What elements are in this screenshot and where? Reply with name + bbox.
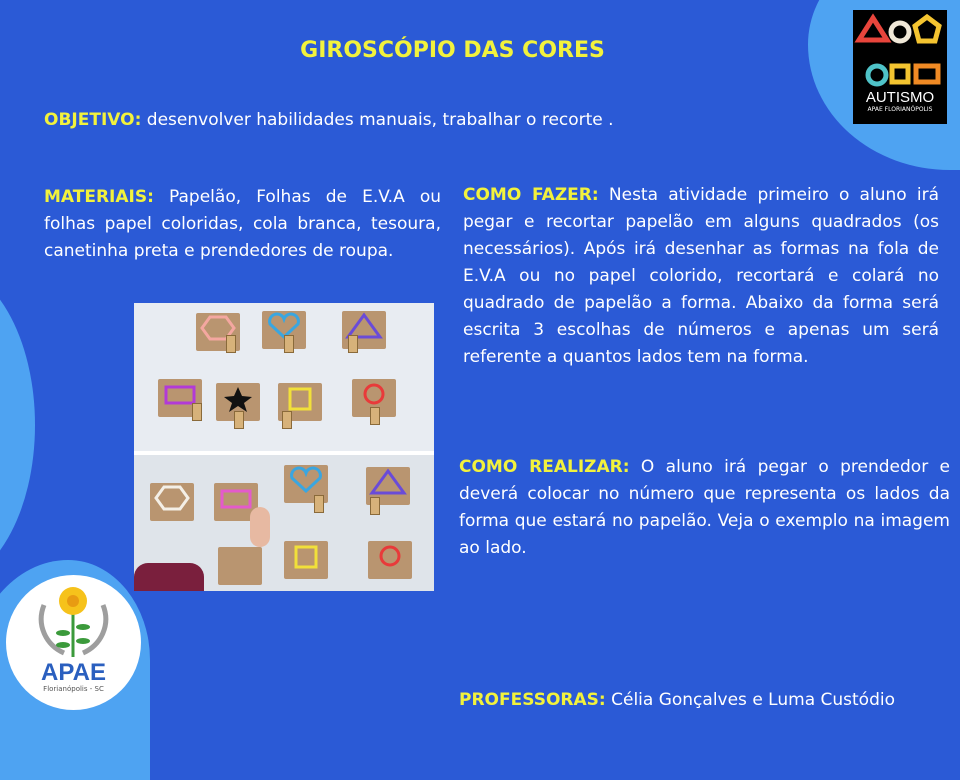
heart-card-2 bbox=[284, 465, 328, 503]
apae-logo bbox=[6, 575, 141, 710]
triangle-card-2 bbox=[366, 467, 410, 505]
circle-card bbox=[352, 379, 396, 417]
child-sleeve bbox=[134, 563, 204, 591]
como-fazer-paragraph bbox=[463, 182, 939, 371]
autismo-logo-subtitle: APAE FLORIANÓPOLIS bbox=[867, 106, 933, 113]
child-hand bbox=[250, 507, 270, 547]
activity-photo bbox=[134, 303, 434, 591]
page-title: GIROSCÓPIO DAS CORES bbox=[300, 38, 605, 63]
professoras-paragraph bbox=[459, 687, 949, 714]
apae-logo-name: APAE bbox=[41, 659, 106, 686]
decorative-blob-left bbox=[0, 265, 35, 585]
autismo-logo bbox=[853, 10, 947, 124]
small-card bbox=[218, 547, 262, 585]
materiais-paragraph bbox=[44, 184, 441, 265]
photo-top bbox=[134, 303, 434, 451]
como-realizar-label: COMO REALIZAR: bbox=[459, 457, 630, 477]
heart-card bbox=[262, 311, 306, 349]
materiais-label: MATERIAIS: bbox=[44, 187, 154, 207]
objetivo-label: OBJETIVO: bbox=[44, 110, 142, 130]
hexagon-card-2 bbox=[150, 483, 194, 521]
triangle-card bbox=[342, 311, 386, 349]
photo-bottom bbox=[134, 455, 434, 591]
professoras-text: Célia Gonçalves e Luma Custódio bbox=[611, 690, 895, 710]
autismo-logo-title: AUTISMO bbox=[865, 89, 935, 106]
hexagon-card bbox=[196, 313, 240, 351]
apae-flower-icon bbox=[6, 575, 141, 665]
materiais-text: Papelão, Folhas de E.V.A ou folhas papel coloridas, cola branca, tesoura, canetinha preta e prendedores de roupa. bbox=[44, 187, 441, 261]
square-card bbox=[278, 383, 322, 421]
professoras-label: PROFESSORAS: bbox=[459, 690, 606, 710]
como-fazer-text: Nesta atividade primeiro o aluno irá pegar e recortar papelão em alguns quadrados (os necessários). Após irá desenhar as formas na fola de E.V.A ou no papel colorido, recortará e colará no quadrado de papelão a forma. Abaixo da forma será escrita 3 escolhas de números e apenas um será referente a quantos lados tem na forma. bbox=[463, 185, 939, 367]
circle-card-2 bbox=[368, 541, 412, 579]
apae-logo-city: Florianópolis - SC bbox=[43, 685, 104, 693]
como-fazer-label: COMO FAZER: bbox=[463, 185, 599, 205]
como-realizar-paragraph bbox=[459, 454, 950, 562]
objetivo-paragraph bbox=[44, 107, 744, 134]
square-card-2 bbox=[284, 541, 328, 579]
objetivo-text: desenvolver habilidades manuais, trabalhar o recorte . bbox=[146, 110, 614, 130]
rectangle-card bbox=[158, 379, 202, 417]
star-card bbox=[216, 383, 260, 421]
como-realizar-text: O aluno irá pegar o prendedor e deverá colocar no número que representa os lados da forma que estará no papelão. Veja o exemplo na imagem ao lado. bbox=[459, 457, 951, 558]
